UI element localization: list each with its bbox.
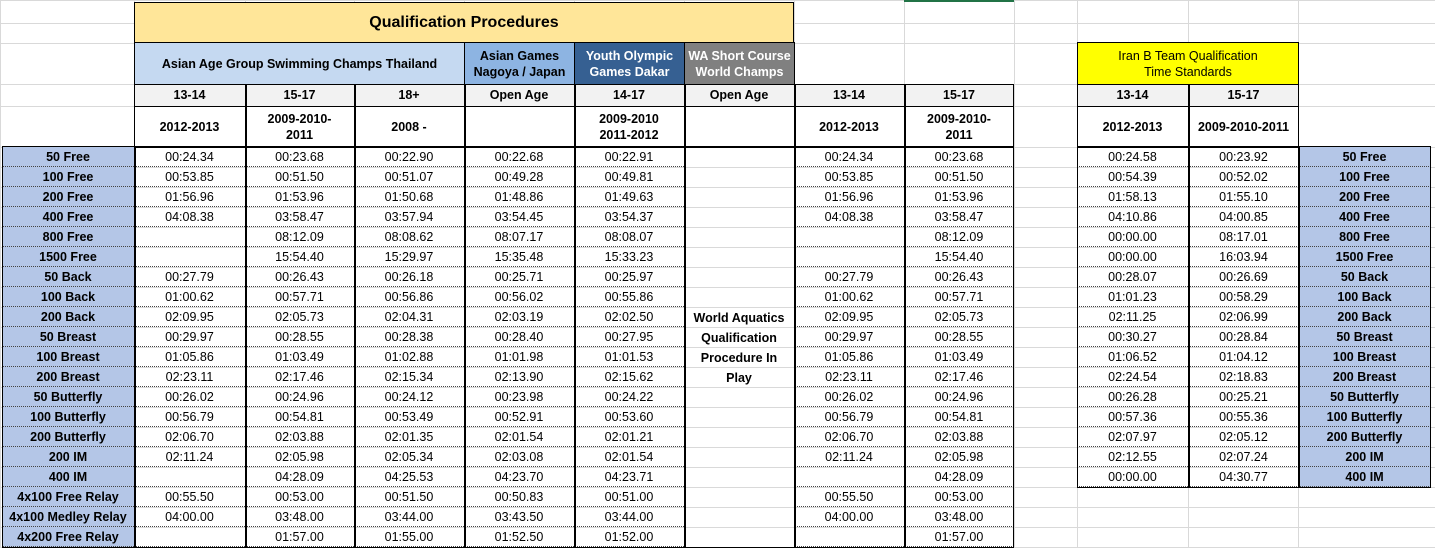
iran-time-cell[interactable]: 08:17.01 xyxy=(1188,227,1299,247)
time-cell[interactable]: 03:44.00 xyxy=(354,507,464,527)
iran-event-name-cell[interactable]: 100 Back xyxy=(1298,287,1431,307)
time-cell[interactable]: 00:24.34 xyxy=(134,147,245,167)
time-cell[interactable]: 00:22.90 xyxy=(354,147,464,167)
iran-event-name-cell[interactable]: 50 Breast xyxy=(1298,327,1431,347)
time-cell[interactable]: 02:03.88 xyxy=(904,427,1014,447)
event-name-cell[interactable]: 50 Breast xyxy=(2,327,134,347)
iran-event-name-cell[interactable]: 200 IM xyxy=(1298,447,1431,467)
time-cell[interactable]: 00:26.43 xyxy=(245,267,354,287)
time-cell[interactable]: 01:53.96 xyxy=(904,187,1014,207)
event-name-cell[interactable]: 200 Free xyxy=(2,187,134,207)
age-header-cell[interactable]: 18+ xyxy=(354,84,464,107)
iran-time-cell[interactable]: 01:01.23 xyxy=(1077,287,1188,307)
time-cell[interactable] xyxy=(134,467,245,487)
iran-time-cell[interactable]: 02:11.25 xyxy=(1077,307,1188,327)
iran-time-cell[interactable]: 01:06.52 xyxy=(1077,347,1188,367)
time-cell[interactable]: 01:05.86 xyxy=(134,347,245,367)
iran-time-cell[interactable]: 00:26.69 xyxy=(1188,267,1299,287)
time-cell[interactable]: 02:03.19 xyxy=(464,307,574,327)
iran-time-cell[interactable]: 02:07.24 xyxy=(1188,447,1299,467)
time-cell[interactable]: 00:23.68 xyxy=(245,147,354,167)
iran-time-cell[interactable]: 00:23.92 xyxy=(1188,147,1299,167)
time-cell[interactable]: 04:00.00 xyxy=(134,507,245,527)
time-cell[interactable]: 01:00.62 xyxy=(134,287,245,307)
selection-indicator xyxy=(904,0,1014,2)
time-cell[interactable]: 00:53.85 xyxy=(134,167,245,187)
group-asian-games[interactable]: Asian Games Nagoya / Japan xyxy=(464,42,575,85)
time-cell[interactable]: 01:03.49 xyxy=(245,347,354,367)
iran-time-cell[interactable]: 00:24.58 xyxy=(1077,147,1188,167)
gridline-h xyxy=(0,0,1435,1)
group-asian-age[interactable]: Asian Age Group Swimming Champs Thailand xyxy=(134,42,465,85)
time-cell[interactable]: 02:13.90 xyxy=(464,367,574,387)
time-cell[interactable]: 15:29.97 xyxy=(354,247,464,267)
time-cell[interactable]: 00:29.97 xyxy=(794,327,904,347)
age-header-cell[interactable]: 13-14 xyxy=(794,84,904,107)
time-cell[interactable]: 03:48.00 xyxy=(904,507,1014,527)
age-header-cell[interactable]: Open Age xyxy=(684,84,794,107)
time-cell[interactable]: 02:01.54 xyxy=(574,447,684,467)
time-cell[interactable]: 00:27.79 xyxy=(794,267,904,287)
time-cell[interactable]: 00:56.79 xyxy=(794,407,904,427)
iran-event-name-cell[interactable]: 100 Butterfly xyxy=(1298,407,1431,427)
iran-time-cell[interactable]: 00:52.02 xyxy=(1188,167,1299,187)
gridline-v xyxy=(1014,0,1015,548)
time-cell[interactable]: 01:50.68 xyxy=(354,187,464,207)
time-cell[interactable]: 02:06.70 xyxy=(794,427,904,447)
time-cell[interactable]: 08:12.09 xyxy=(245,227,354,247)
time-cell[interactable]: 00:55.50 xyxy=(134,487,245,507)
time-cell[interactable]: 02:05.98 xyxy=(245,447,354,467)
time-cell[interactable]: 00:26.02 xyxy=(794,387,904,407)
time-cell[interactable]: 00:24.96 xyxy=(245,387,354,407)
iran-event-name-cell[interactable]: 200 Breast xyxy=(1298,367,1431,387)
age-header-cell[interactable]: 13-14 xyxy=(134,84,245,107)
time-cell[interactable]: 00:28.38 xyxy=(354,327,464,347)
iran-time-cell[interactable]: 00:55.36 xyxy=(1188,407,1299,427)
year-header-cell[interactable]: 2009-2010-2011 xyxy=(267,111,332,142)
time-cell[interactable]: 03:48.00 xyxy=(245,507,354,527)
iran-time-cell[interactable]: 02:05.12 xyxy=(1188,427,1299,447)
time-cell[interactable]: 03:43.50 xyxy=(464,507,574,527)
time-cell[interactable]: 02:02.50 xyxy=(574,307,684,327)
time-cell[interactable]: 00:23.98 xyxy=(464,387,574,407)
time-cell[interactable]: 04:25.53 xyxy=(354,467,464,487)
time-cell[interactable]: 01:01.53 xyxy=(574,347,684,367)
iran-time-cell[interactable]: 04:30.77 xyxy=(1188,467,1299,487)
event-name-cell[interactable]: 50 Butterfly xyxy=(2,387,134,407)
time-cell[interactable]: 00:51.00 xyxy=(574,487,684,507)
event-name-cell[interactable]: 200 Breast xyxy=(2,367,134,387)
time-cell[interactable] xyxy=(134,227,245,247)
iran-event-name-cell[interactable]: 100 Free xyxy=(1298,167,1431,187)
time-cell[interactable]: 02:11.24 xyxy=(794,447,904,467)
iran-time-cell[interactable]: 00:00.00 xyxy=(1077,247,1188,267)
event-name-cell[interactable]: 4x100 Free Relay xyxy=(2,487,134,507)
time-cell[interactable] xyxy=(134,247,245,267)
time-cell[interactable]: 08:08.07 xyxy=(574,227,684,247)
time-cell[interactable]: 03:58.47 xyxy=(904,207,1014,227)
iran-time-cell[interactable]: 02:06.99 xyxy=(1188,307,1299,327)
iran-age-header-cell[interactable]: 13-14 xyxy=(1077,84,1188,107)
time-cell[interactable]: 00:52.91 xyxy=(464,407,574,427)
wa-procedure-note[interactable]: World Aquatics Qualification Procedure In Play xyxy=(693,310,785,385)
time-cell[interactable]: 03:54.45 xyxy=(464,207,574,227)
time-cell[interactable]: 01:55.00 xyxy=(354,527,464,547)
time-cell[interactable]: 01:56.96 xyxy=(134,187,245,207)
time-cell[interactable]: 15:54.40 xyxy=(245,247,354,267)
time-cell[interactable]: 00:56.02 xyxy=(464,287,574,307)
time-cell[interactable]: 03:54.37 xyxy=(574,207,684,227)
iran-time-cell[interactable]: 01:58.13 xyxy=(1077,187,1188,207)
time-cell[interactable]: 00:24.12 xyxy=(354,387,464,407)
time-cell[interactable]: 02:09.95 xyxy=(794,307,904,327)
iran-event-name-cell[interactable]: 400 IM xyxy=(1298,467,1431,487)
time-cell[interactable]: 00:55.50 xyxy=(794,487,904,507)
time-cell[interactable]: 00:22.91 xyxy=(574,147,684,167)
event-name-cell[interactable]: 100 Free xyxy=(2,167,134,187)
time-cell[interactable]: 00:28.40 xyxy=(464,327,574,347)
time-cell[interactable]: 15:35.48 xyxy=(464,247,574,267)
time-cell[interactable]: 00:53.00 xyxy=(904,487,1014,507)
iran-time-cell[interactable]: 00:58.29 xyxy=(1188,287,1299,307)
time-cell[interactable]: 00:27.79 xyxy=(134,267,245,287)
event-name-cell[interactable]: 100 Butterfly xyxy=(2,407,134,427)
time-cell[interactable]: 00:57.71 xyxy=(245,287,354,307)
time-cell[interactable]: 01:57.00 xyxy=(245,527,354,547)
time-cell[interactable]: 00:26.18 xyxy=(354,267,464,287)
time-cell[interactable]: 00:27.95 xyxy=(574,327,684,347)
time-cell[interactable]: 00:26.43 xyxy=(904,267,1014,287)
iran-time-cell[interactable]: 00:00.00 xyxy=(1077,467,1188,487)
time-cell[interactable]: 00:28.55 xyxy=(904,327,1014,347)
time-cell[interactable]: 00:51.07 xyxy=(354,167,464,187)
time-cell[interactable]: 01:57.00 xyxy=(904,527,1014,547)
time-cell[interactable]: 00:51.50 xyxy=(354,487,464,507)
time-cell[interactable]: 08:12.09 xyxy=(904,227,1014,247)
year-header-cell[interactable]: 2012-2013 xyxy=(159,119,220,134)
time-cell[interactable]: 02:05.34 xyxy=(354,447,464,467)
age-header-cell[interactable]: 14-17 xyxy=(574,84,684,107)
event-name-cell[interactable]: 50 Back xyxy=(2,267,134,287)
time-cell[interactable]: 00:24.34 xyxy=(794,147,904,167)
time-cell[interactable]: 00:25.97 xyxy=(574,267,684,287)
time-cell[interactable]: 02:23.11 xyxy=(134,367,245,387)
iran-time-cell[interactable]: 01:55.10 xyxy=(1188,187,1299,207)
iran-time-cell[interactable]: 00:00.00 xyxy=(1077,227,1188,247)
iran-time-cell[interactable]: 00:57.36 xyxy=(1077,407,1188,427)
year-header-cell[interactable]: 2012-2013 xyxy=(819,119,879,134)
time-cell[interactable]: 02:01.54 xyxy=(464,427,574,447)
time-cell[interactable]: 15:54.40 xyxy=(904,247,1014,267)
time-cell[interactable]: 00:56.79 xyxy=(134,407,245,427)
iran-time-cell[interactable]: 00:54.39 xyxy=(1077,167,1188,187)
iran-event-name-cell[interactable]: 50 Butterfly xyxy=(1298,387,1431,407)
year-header-cell[interactable] xyxy=(684,106,794,147)
time-cell[interactable]: 02:23.11 xyxy=(794,367,904,387)
time-cell[interactable]: 04:28.09 xyxy=(904,467,1014,487)
iran-event-name-cell[interactable]: 1500 Free xyxy=(1298,247,1431,267)
iran-time-cell[interactable]: 00:26.28 xyxy=(1077,387,1188,407)
event-name-cell[interactable]: 50 Free xyxy=(2,147,134,167)
time-cell[interactable]: 02:03.08 xyxy=(464,447,574,467)
event-name-cell[interactable]: 100 Back xyxy=(2,287,134,307)
event-name-cell[interactable]: 1500 Free xyxy=(2,247,134,267)
time-cell[interactable]: 02:11.24 xyxy=(134,447,245,467)
time-cell[interactable]: 03:44.00 xyxy=(574,507,684,527)
time-cell[interactable]: 04:28.09 xyxy=(245,467,354,487)
age-header-cell[interactable]: Open Age xyxy=(464,84,574,107)
time-cell[interactable]: 00:49.28 xyxy=(464,167,574,187)
time-cell[interactable] xyxy=(794,247,904,267)
time-cell[interactable]: 02:03.88 xyxy=(245,427,354,447)
sheet-title[interactable]: Qualification Procedures xyxy=(134,2,794,43)
iran-event-name-cell[interactable]: 200 Free xyxy=(1298,187,1431,207)
iran-event-name-cell[interactable]: 200 Back xyxy=(1298,307,1431,327)
time-cell[interactable]: 02:05.98 xyxy=(904,447,1014,467)
time-cell[interactable]: 02:15.34 xyxy=(354,367,464,387)
time-cell[interactable]: 00:26.02 xyxy=(134,387,245,407)
time-cell[interactable]: 03:57.94 xyxy=(354,207,464,227)
iran-time-cell[interactable]: 02:12.55 xyxy=(1077,447,1188,467)
time-cell[interactable]: 01:02.88 xyxy=(354,347,464,367)
time-cell[interactable]: 00:49.81 xyxy=(574,167,684,187)
time-cell[interactable]: 00:51.50 xyxy=(245,167,354,187)
year-header-cell[interactable]: 2009-2010-2011 xyxy=(927,111,991,142)
iran-year-header-cell[interactable]: 2009-2010-2011 xyxy=(1197,119,1290,134)
iran-time-cell[interactable]: 02:24.54 xyxy=(1077,367,1188,387)
time-cell[interactable]: 00:25.71 xyxy=(464,267,574,287)
time-cell[interactable]: 04:00.00 xyxy=(794,507,904,527)
time-cell[interactable] xyxy=(794,467,904,487)
time-cell[interactable]: 02:15.62 xyxy=(574,367,684,387)
age-header-cell[interactable]: 15-17 xyxy=(245,84,354,107)
time-cell[interactable]: 01:49.63 xyxy=(574,187,684,207)
event-name-cell[interactable]: 4x200 Free Relay xyxy=(2,527,134,547)
iran-event-name-cell[interactable]: 50 Back xyxy=(1298,267,1431,287)
time-cell[interactable]: 01:52.00 xyxy=(574,527,684,547)
iran-event-name-cell[interactable]: 200 Butterfly xyxy=(1298,427,1431,447)
time-cell[interactable] xyxy=(794,527,904,547)
iran-time-cell[interactable]: 00:25.21 xyxy=(1188,387,1299,407)
time-cell[interactable]: 02:04.31 xyxy=(354,307,464,327)
time-cell[interactable]: 00:53.49 xyxy=(354,407,464,427)
time-cell[interactable]: 01:03.49 xyxy=(904,347,1014,367)
time-cell[interactable]: 00:51.50 xyxy=(904,167,1014,187)
time-cell[interactable]: 01:52.50 xyxy=(464,527,574,547)
time-cell[interactable]: 00:55.86 xyxy=(574,287,684,307)
iran-time-cell[interactable]: 02:18.83 xyxy=(1188,367,1299,387)
time-cell[interactable]: 00:53.00 xyxy=(245,487,354,507)
event-name-cell[interactable]: 4x100 Medley Relay xyxy=(2,507,134,527)
iran-time-cell[interactable]: 00:28.84 xyxy=(1188,327,1299,347)
iran-time-cell[interactable]: 02:07.97 xyxy=(1077,427,1188,447)
iran-event-name-cell[interactable]: 400 Free xyxy=(1298,207,1431,227)
time-cell[interactable]: 02:05.73 xyxy=(904,307,1014,327)
time-cell[interactable]: 04:23.70 xyxy=(464,467,574,487)
time-cell[interactable]: 00:24.96 xyxy=(904,387,1014,407)
time-cell[interactable] xyxy=(134,527,245,547)
time-cell[interactable]: 00:54.81 xyxy=(245,407,354,427)
event-name-cell[interactable]: 200 Back xyxy=(2,307,134,327)
iran-age-header-cell[interactable]: 15-17 xyxy=(1188,84,1299,107)
time-cell[interactable]: 00:56.86 xyxy=(354,287,464,307)
group-iran-b[interactable]: Iran B Team Qualification Time Standards xyxy=(1077,42,1299,85)
age-header-cell[interactable]: 15-17 xyxy=(904,84,1014,107)
time-cell[interactable]: 04:23.71 xyxy=(574,467,684,487)
iran-event-name-cell[interactable]: 50 Free xyxy=(1298,147,1431,167)
time-cell[interactable]: 00:24.22 xyxy=(574,387,684,407)
time-cell[interactable]: 01:05.86 xyxy=(794,347,904,367)
time-cell[interactable]: 00:28.55 xyxy=(245,327,354,347)
time-cell[interactable]: 00:50.83 xyxy=(464,487,574,507)
iran-time-cell[interactable]: 00:28.07 xyxy=(1077,267,1188,287)
time-cell[interactable]: 04:08.38 xyxy=(794,207,904,227)
group-youth-olympic[interactable]: Youth Olympic Games Dakar xyxy=(574,42,685,85)
iran-time-cell[interactable]: 16:03.94 xyxy=(1188,247,1299,267)
year-header-cell[interactable]: 2008 - xyxy=(391,119,427,134)
time-cell[interactable]: 00:57.71 xyxy=(904,287,1014,307)
time-cell[interactable]: 02:09.95 xyxy=(134,307,245,327)
time-cell[interactable] xyxy=(794,227,904,247)
time-cell[interactable]: 02:05.73 xyxy=(245,307,354,327)
time-cell[interactable]: 01:00.62 xyxy=(794,287,904,307)
time-cell[interactable]: 00:54.81 xyxy=(904,407,1014,427)
iran-event-name-cell[interactable]: 100 Breast xyxy=(1298,347,1431,367)
time-cell[interactable]: 15:33.23 xyxy=(574,247,684,267)
time-cell[interactable]: 00:23.68 xyxy=(904,147,1014,167)
iran-year-header-cell[interactable]: 2012-2013 xyxy=(1102,119,1163,134)
year-header-cell[interactable]: 2009-2010 2011-2012 xyxy=(599,111,659,142)
time-cell[interactable]: 02:17.46 xyxy=(904,367,1014,387)
event-name-cell[interactable]: 400 Free xyxy=(2,207,134,227)
event-name-cell[interactable]: 100 Breast xyxy=(2,347,134,367)
time-cell[interactable]: 03:58.47 xyxy=(245,207,354,227)
time-cell[interactable]: 02:01.21 xyxy=(574,427,684,447)
time-cell[interactable]: 00:53.60 xyxy=(574,407,684,427)
time-cell[interactable]: 02:06.70 xyxy=(134,427,245,447)
time-cell[interactable]: 04:08.38 xyxy=(134,207,245,227)
iran-time-cell[interactable]: 00:30.27 xyxy=(1077,327,1188,347)
time-cell[interactable]: 01:01.98 xyxy=(464,347,574,367)
time-cell[interactable]: 00:22.68 xyxy=(464,147,574,167)
iran-time-cell[interactable]: 04:00.85 xyxy=(1188,207,1299,227)
event-name-cell[interactable]: 800 Free xyxy=(2,227,134,247)
year-header-cell[interactable] xyxy=(464,106,574,147)
gridline-v xyxy=(0,0,1,548)
event-name-cell[interactable]: 200 IM xyxy=(2,447,134,467)
group-wa-short-course[interactable]: WA Short Course World Champs xyxy=(684,42,795,85)
time-cell[interactable]: 00:53.85 xyxy=(794,167,904,187)
time-cell[interactable]: 00:29.97 xyxy=(134,327,245,347)
iran-event-name-cell[interactable]: 800 Free xyxy=(1298,227,1431,247)
time-cell[interactable]: 01:48.86 xyxy=(464,187,574,207)
time-cell[interactable]: 01:56.96 xyxy=(794,187,904,207)
time-cell[interactable]: 02:01.35 xyxy=(354,427,464,447)
iran-time-cell[interactable]: 01:04.12 xyxy=(1188,347,1299,367)
time-cell[interactable]: 08:07.17 xyxy=(464,227,574,247)
time-cell[interactable]: 01:53.96 xyxy=(245,187,354,207)
iran-time-cell[interactable]: 04:10.86 xyxy=(1077,207,1188,227)
time-cell[interactable]: 08:08.62 xyxy=(354,227,464,247)
time-cell[interactable]: 02:17.46 xyxy=(245,367,354,387)
event-name-cell[interactable]: 400 IM xyxy=(2,467,134,487)
event-name-cell[interactable]: 200 Butterfly xyxy=(2,427,134,447)
